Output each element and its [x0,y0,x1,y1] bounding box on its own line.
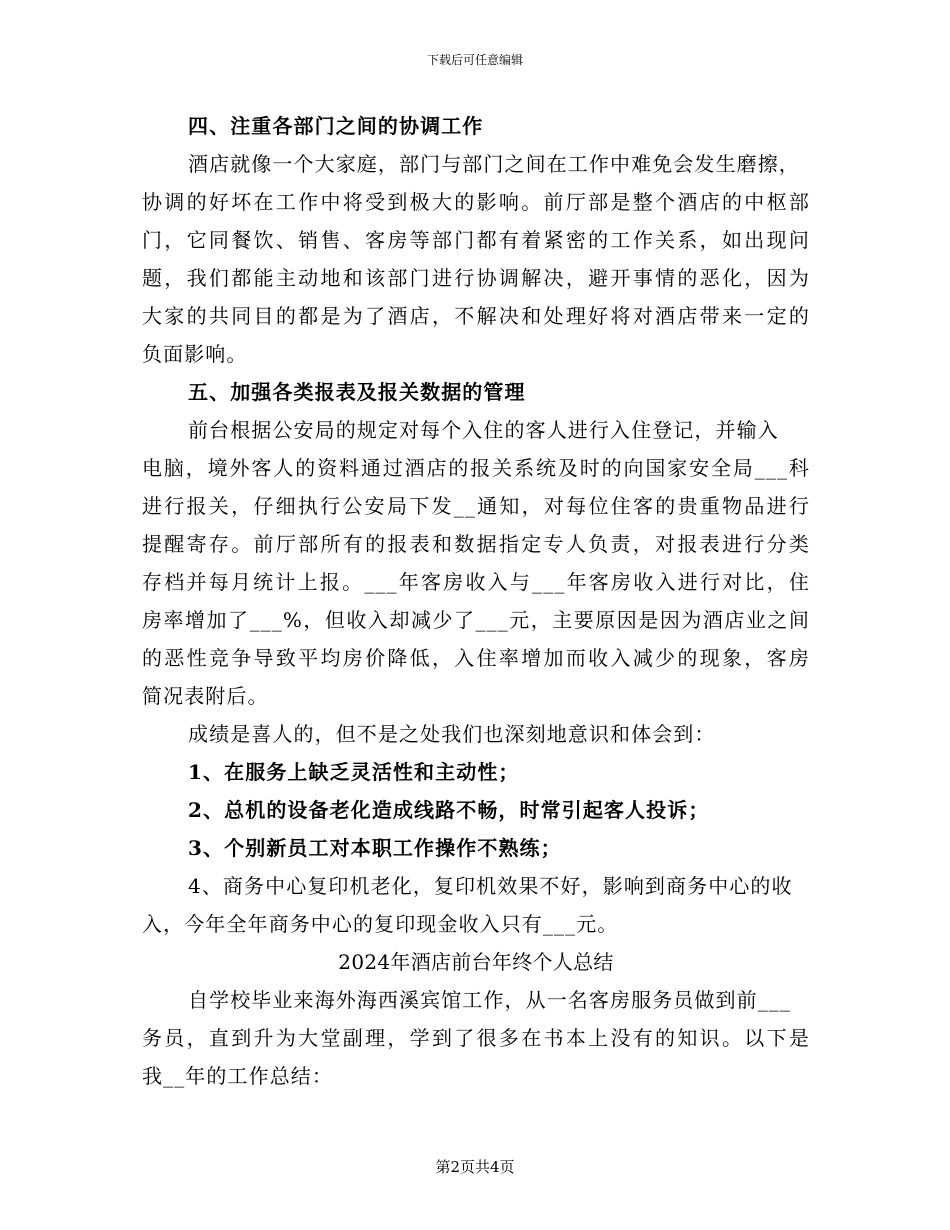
paragraph-line: 房率增加了___%，但收入却减少了___元，主要原因是因为酒店业之间 [142,608,810,632]
list-item-3: 3、个别新员工对本职工作操作不熟练； [188,836,562,860]
paragraph-line: 提醒寄存。前厅部所有的报表和数据指定专人负责，对报表进行分类 [142,532,810,556]
paragraph-line: 我__年的工作总结： [142,1064,333,1088]
paragraph-line: 负面影响。 [142,342,248,366]
paragraph-line: 门，它同餐饮、销售、客房等部门都有着紧密的工作关系，如出现问 [142,228,810,252]
section-heading-4: 四、注重各部门之间的协调工作 [188,114,484,138]
list-item-1: 1、在服务上缺乏灵活性和主动性； [188,760,520,784]
paragraph-line: 协调的好坏在工作中将受到极大的影响。前厅部是整个酒店的中枢部 [142,190,810,214]
paragraph-line: 前台根据公安局的规定对每个入住的客人进行入住登记，并输入 [188,418,779,442]
paragraph-line: 进行报关，仔细执行公安局下发__通知，对每位住客的贵重物品进行 [142,494,810,518]
paragraph-line: 酒店就像一个大家庭，部门与部门之间在工作中难免会发生磨擦， [188,152,800,176]
page-footer: 第2页共4页 [435,1158,515,1176]
page-header: 下载后可任意编辑 [426,53,523,67]
paragraph-line: 题，我们都能主动地和该部门进行协调解决，避开事情的恶化，因为 [142,266,810,290]
paragraph-line: 存档并每月统计上报。___年客房收入与___年客房收入进行对比，住 [142,570,810,594]
document-title: 2024年酒店前台年终个人总结 [338,950,614,974]
document-body [142,107,810,1095]
list-item-4: 4、商务中心复印机老化，复印机效果不好，影响到商务中心的收 [188,874,793,898]
paragraph-line: 务员，直到升为大堂副理，学到了很多在书本上没有的知识。以下是 [142,1026,810,1050]
paragraph-line: 简况表附后。 [142,684,269,708]
paragraph-line: 电脑，境外客人的资料通过酒店的报关系统及时的向国家安全局___科 [142,456,810,480]
paragraph-line: 成绩是喜人的，但不是之处我们也深刻地意识和体会到： [188,722,716,746]
list-item-2: 2、总机的设备老化造成线路不畅，时常引起客人投诉； [188,798,710,822]
paragraph-line: 的恶性竞争导致平均房价降低，入住率增加而收入减少的现象，客房 [142,646,810,670]
paragraph-line: 自学校毕业来海外海西溪宾馆工作，从一名客房服务员做到前___ [188,988,791,1012]
paragraph-line: 入，今年全年商务中心的复印现金收入只有___元。 [142,912,619,936]
section-heading-5: 五、加强各类报表及报关数据的管理 [188,380,526,404]
paragraph-line: 大家的共同目的都是为了酒店，不解决和处理好将对酒店带来一定的 [142,304,810,328]
